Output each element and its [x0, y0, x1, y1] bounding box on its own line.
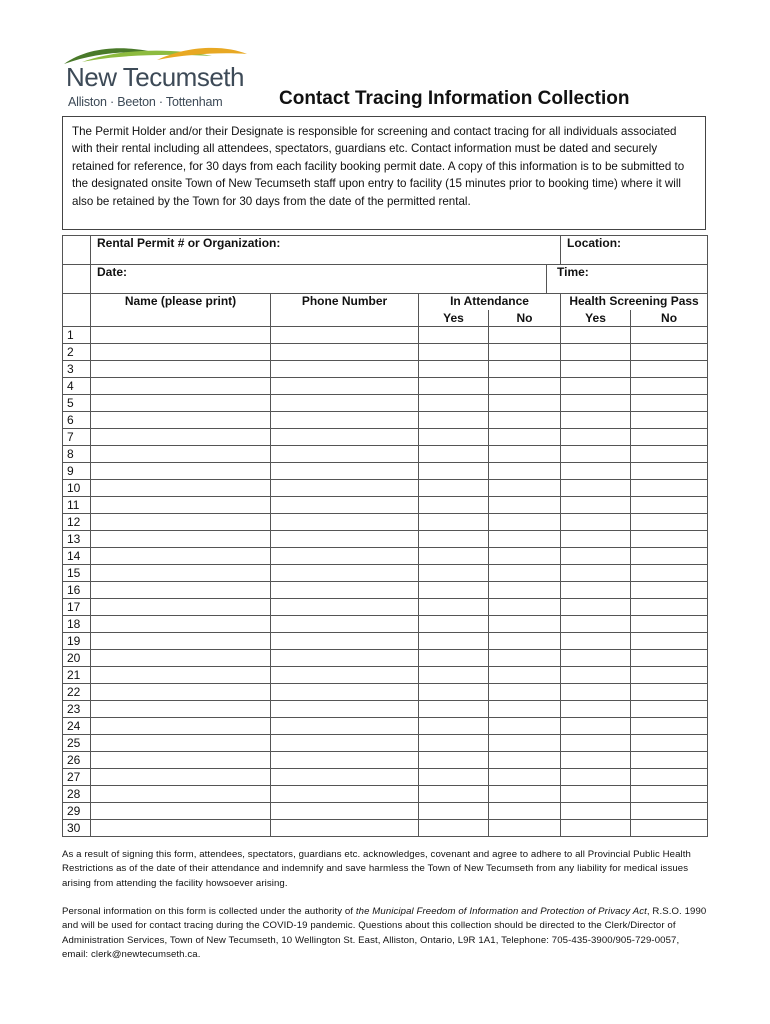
rental-permit-label: Rental Permit # or Organization:	[97, 236, 281, 250]
screening-yes-cell[interactable]	[561, 429, 631, 446]
row-number: 26	[63, 752, 91, 769]
screening-yes-cell[interactable]	[561, 378, 631, 395]
attendance-yes-cell[interactable]	[419, 803, 489, 820]
attendance-no-cell[interactable]	[489, 361, 561, 378]
col-screening-header: Health Screening Pass	[561, 294, 708, 311]
name-cell[interactable]	[91, 667, 271, 684]
screening-no-cell[interactable]	[631, 531, 708, 548]
screening-yes-cell[interactable]	[561, 769, 631, 786]
town-logo	[62, 42, 252, 114]
table-row	[63, 752, 708, 769]
attendance-no-cell[interactable]	[489, 378, 561, 395]
attendance-no-cell[interactable]	[489, 395, 561, 412]
attendance-no-cell[interactable]	[489, 684, 561, 701]
name-cell[interactable]	[91, 378, 271, 395]
row-number: 20	[63, 650, 91, 667]
row-number: 25	[63, 735, 91, 752]
col-attendance-header: In Attendance	[419, 294, 561, 311]
row-number: 5	[63, 395, 91, 412]
header-blank-cell	[63, 265, 91, 294]
name-cell[interactable]	[91, 752, 271, 769]
table-row	[63, 344, 708, 361]
attendance-yes-cell[interactable]	[419, 412, 489, 429]
attendance-yes-cell[interactable]	[419, 497, 489, 514]
screening-no-cell[interactable]	[631, 684, 708, 701]
screening-no-cell[interactable]	[631, 582, 708, 599]
row-number: 19	[63, 633, 91, 650]
phone-cell[interactable]	[271, 548, 419, 565]
screening-no-cell[interactable]	[631, 480, 708, 497]
name-cell[interactable]	[91, 616, 271, 633]
screening-no-cell[interactable]	[631, 565, 708, 582]
screening-no-cell[interactable]	[631, 633, 708, 650]
logo-subtitle: Alliston · Beeton · Tottenham	[68, 95, 223, 109]
table-row	[63, 565, 708, 582]
location-label: Location:	[567, 236, 622, 250]
privacy-act-name: the Municipal Freedom of Information and Protection of Privacy Act	[355, 906, 647, 917]
phone-cell[interactable]	[271, 327, 419, 344]
row-number: 14	[63, 548, 91, 565]
row-number: 6	[63, 412, 91, 429]
screening-no-cell[interactable]	[631, 344, 708, 361]
screening-no-cell[interactable]	[631, 497, 708, 514]
table-row	[63, 378, 708, 395]
phone-cell[interactable]	[271, 514, 419, 531]
attendance-no-cell[interactable]	[489, 565, 561, 582]
table-row	[63, 786, 708, 803]
row-number: 21	[63, 667, 91, 684]
row-number: 1	[63, 327, 91, 344]
name-cell[interactable]	[91, 633, 271, 650]
attendance-no-cell[interactable]	[489, 497, 561, 514]
phone-cell[interactable]	[271, 565, 419, 582]
table-row	[63, 497, 708, 514]
table-row	[63, 429, 708, 446]
attendance-no-cell[interactable]	[489, 803, 561, 820]
phone-cell[interactable]	[271, 446, 419, 463]
attendance-yes-cell[interactable]	[419, 344, 489, 361]
name-cell[interactable]	[91, 803, 271, 820]
row-number: 16	[63, 582, 91, 599]
contact-table	[62, 235, 708, 837]
attendance-no-cell[interactable]	[489, 650, 561, 667]
screening-yes-cell[interactable]	[561, 820, 631, 837]
row-number: 10	[63, 480, 91, 497]
phone-cell[interactable]	[271, 599, 419, 616]
attendance-yes-cell[interactable]	[419, 701, 489, 718]
name-cell[interactable]	[91, 412, 271, 429]
attendance-yes-cell[interactable]	[419, 735, 489, 752]
screening-no-cell[interactable]	[631, 718, 708, 735]
name-cell[interactable]	[91, 327, 271, 344]
row-number: 30	[63, 820, 91, 837]
row-number: 3	[63, 361, 91, 378]
name-cell[interactable]	[91, 344, 271, 361]
name-cell[interactable]	[91, 769, 271, 786]
phone-cell[interactable]	[271, 786, 419, 803]
attendance-yes-cell[interactable]	[419, 667, 489, 684]
attendance-no-cell[interactable]	[489, 820, 561, 837]
screening-yes-cell[interactable]	[561, 361, 631, 378]
phone-cell[interactable]	[271, 667, 419, 684]
name-cell[interactable]	[91, 480, 271, 497]
attendance-yes-cell[interactable]	[419, 718, 489, 735]
screening-no-cell[interactable]	[631, 616, 708, 633]
attendance-yes-cell[interactable]	[419, 395, 489, 412]
rental-permit-field[interactable]	[91, 236, 561, 265]
attendance-no-cell[interactable]	[489, 633, 561, 650]
name-cell[interactable]	[91, 582, 271, 599]
attendance-no-header: No	[489, 310, 561, 327]
page-title: Contact Tracing Information Collection	[279, 88, 630, 109]
screening-no-cell[interactable]	[631, 701, 708, 718]
screening-no-cell[interactable]	[631, 327, 708, 344]
phone-cell[interactable]	[271, 650, 419, 667]
phone-cell[interactable]	[271, 463, 419, 480]
phone-cell[interactable]	[271, 429, 419, 446]
row-number: 28	[63, 786, 91, 803]
row-number: 12	[63, 514, 91, 531]
name-cell[interactable]	[91, 650, 271, 667]
time-field[interactable]	[547, 265, 708, 294]
screening-yes-cell[interactable]	[561, 412, 631, 429]
screening-yes-cell[interactable]	[561, 514, 631, 531]
screening-yes-cell[interactable]	[561, 565, 631, 582]
screening-yes-cell[interactable]	[561, 582, 631, 599]
table-row	[63, 582, 708, 599]
screening-yes-cell[interactable]	[561, 735, 631, 752]
name-cell[interactable]	[91, 786, 271, 803]
attendance-no-cell[interactable]	[489, 786, 561, 803]
screening-yes-cell[interactable]	[561, 463, 631, 480]
screening-yes-cell[interactable]	[561, 446, 631, 463]
phone-cell[interactable]	[271, 769, 419, 786]
header-blank-cell	[63, 236, 91, 265]
screening-no-cell[interactable]	[631, 667, 708, 684]
attendance-no-cell[interactable]	[489, 429, 561, 446]
screening-yes-cell[interactable]	[561, 684, 631, 701]
attendance-no-cell[interactable]	[489, 514, 561, 531]
table-row	[63, 667, 708, 684]
screening-no-cell[interactable]	[631, 429, 708, 446]
row-number: 15	[63, 565, 91, 582]
table-row	[63, 650, 708, 667]
liability-notice: As a result of signing this form, attendees, spectators, guardians etc. acknowledges, covenant and agree to adhere to all Provincial Public Health Restrictions as of the date of their attendance and indemnify and save harmless the Town of New Tecumseth from any liability for medical issues arising from attending the facility howsoever arising.	[62, 849, 691, 889]
table-row	[63, 548, 708, 565]
screening-no-cell[interactable]	[631, 548, 708, 565]
phone-cell[interactable]	[271, 718, 419, 735]
table-row	[63, 412, 708, 429]
table-row	[63, 463, 708, 480]
table-row	[63, 701, 708, 718]
table-row	[63, 514, 708, 531]
attendance-yes-cell[interactable]	[419, 361, 489, 378]
attendance-no-cell[interactable]	[489, 412, 561, 429]
phone-cell[interactable]	[271, 735, 419, 752]
name-cell[interactable]	[91, 599, 271, 616]
phone-cell[interactable]	[271, 633, 419, 650]
name-cell[interactable]	[91, 429, 271, 446]
name-cell[interactable]	[91, 531, 271, 548]
name-cell[interactable]	[91, 684, 271, 701]
screening-no-cell[interactable]	[631, 769, 708, 786]
phone-cell[interactable]	[271, 480, 419, 497]
row-number: 13	[63, 531, 91, 548]
date-label: Date:	[97, 265, 128, 279]
screening-yes-cell[interactable]	[561, 599, 631, 616]
attendance-no-cell[interactable]	[489, 667, 561, 684]
attendance-yes-cell[interactable]	[419, 820, 489, 837]
screening-yes-cell[interactable]	[561, 616, 631, 633]
attendance-no-cell[interactable]	[489, 752, 561, 769]
attendance-yes-cell[interactable]	[419, 514, 489, 531]
privacy-text-end: , R.S.O. 1990 and will be used for contact tracing during the COVID-19 pandemic. Questions about this collection should be directed to the Clerk/Director of Administration Services, Town of New Tecumseth, 10 Wellington St. East, Alliston, Ontario, L9R 1A1, Telephone: 705-435-3900/905-729-0057, email: clerk@newtecumseth.ca.	[62, 906, 707, 961]
attendance-yes-cell[interactable]	[419, 565, 489, 582]
table-row	[63, 327, 708, 344]
phone-cell[interactable]	[271, 684, 419, 701]
attendance-yes-cell[interactable]	[419, 769, 489, 786]
screening-yes-cell[interactable]	[561, 395, 631, 412]
attendance-yes-cell[interactable]	[419, 616, 489, 633]
screening-no-cell[interactable]	[631, 395, 708, 412]
screening-no-cell[interactable]	[631, 735, 708, 752]
screening-yes-cell[interactable]	[561, 480, 631, 497]
screening-yes-cell[interactable]	[561, 803, 631, 820]
name-cell[interactable]	[91, 735, 271, 752]
name-cell[interactable]	[91, 820, 271, 837]
attendance-yes-cell[interactable]	[419, 786, 489, 803]
attendance-yes-cell[interactable]	[419, 684, 489, 701]
row-number: 23	[63, 701, 91, 718]
table-row	[63, 735, 708, 752]
screening-yes-cell[interactable]	[561, 786, 631, 803]
screening-no-cell[interactable]	[631, 820, 708, 837]
attendance-yes-cell[interactable]	[419, 531, 489, 548]
table-row	[63, 820, 708, 837]
screening-yes-cell[interactable]	[561, 650, 631, 667]
name-cell[interactable]	[91, 395, 271, 412]
logo-name: New Tecumseth	[66, 62, 244, 92]
name-cell[interactable]	[91, 514, 271, 531]
screening-no-header: No	[631, 310, 708, 327]
phone-cell[interactable]	[271, 752, 419, 769]
screening-yes-cell[interactable]	[561, 531, 631, 548]
table-row	[63, 616, 708, 633]
name-cell[interactable]	[91, 497, 271, 514]
privacy-text-start: Personal information on this form is collected under the authority of	[62, 906, 356, 917]
row-number: 27	[63, 769, 91, 786]
attendance-yes-cell[interactable]	[419, 378, 489, 395]
col-name-header: Name (please print)	[91, 294, 271, 327]
header-blank-cell	[63, 294, 91, 327]
attendance-yes-cell[interactable]	[419, 582, 489, 599]
screening-yes-cell[interactable]	[561, 344, 631, 361]
name-cell[interactable]	[91, 718, 271, 735]
phone-cell[interactable]	[271, 361, 419, 378]
screening-yes-cell[interactable]	[561, 633, 631, 650]
col-phone-header: Phone Number	[271, 294, 419, 327]
name-cell[interactable]	[91, 446, 271, 463]
phone-cell[interactable]	[271, 344, 419, 361]
location-field[interactable]	[561, 236, 708, 265]
row-number: 9	[63, 463, 91, 480]
attendance-yes-cell[interactable]	[419, 752, 489, 769]
privacy-notice	[62, 905, 708, 963]
table-row	[63, 684, 708, 701]
attendance-yes-cell[interactable]	[419, 480, 489, 497]
attendance-yes-cell[interactable]	[419, 463, 489, 480]
table-row	[63, 769, 708, 786]
attendance-no-cell[interactable]	[489, 446, 561, 463]
row-number: 22	[63, 684, 91, 701]
screening-no-cell[interactable]	[631, 463, 708, 480]
attendance-no-cell[interactable]	[489, 344, 561, 361]
table-row	[63, 718, 708, 735]
name-cell[interactable]	[91, 361, 271, 378]
row-number: 4	[63, 378, 91, 395]
phone-cell[interactable]	[271, 395, 419, 412]
screening-yes-cell[interactable]	[561, 497, 631, 514]
attendance-no-cell[interactable]	[489, 463, 561, 480]
attendance-yes-header: Yes	[419, 310, 489, 327]
screening-no-cell[interactable]	[631, 412, 708, 429]
screening-yes-header: Yes	[561, 310, 631, 327]
attendance-yes-cell[interactable]	[419, 548, 489, 565]
screening-no-cell[interactable]	[631, 599, 708, 616]
attendance-yes-cell[interactable]	[419, 429, 489, 446]
attendance-no-cell[interactable]	[489, 718, 561, 735]
attendance-no-cell[interactable]	[489, 769, 561, 786]
row-number: 29	[63, 803, 91, 820]
screening-yes-cell[interactable]	[561, 701, 631, 718]
attendance-no-cell[interactable]	[489, 616, 561, 633]
screening-yes-cell[interactable]	[561, 752, 631, 769]
phone-cell[interactable]	[271, 378, 419, 395]
row-number: 11	[63, 497, 91, 514]
entry-rows	[63, 327, 708, 837]
table-row	[63, 803, 708, 820]
screening-yes-cell[interactable]	[561, 718, 631, 735]
phone-cell[interactable]	[271, 701, 419, 718]
phone-cell[interactable]	[271, 531, 419, 548]
row-number: 8	[63, 446, 91, 463]
screening-no-cell[interactable]	[631, 786, 708, 803]
attendance-no-cell[interactable]	[489, 327, 561, 344]
screening-no-cell[interactable]	[631, 514, 708, 531]
table-row	[63, 633, 708, 650]
screening-no-cell[interactable]	[631, 378, 708, 395]
screening-no-cell[interactable]	[631, 361, 708, 378]
intro-box: The Permit Holder and/or their Designate is responsible for screening and contact tracing for all individuals associated with their rental including all attendees, spectators, guardians etc. Contact information must be dated and securely retained for reference, for 30 days from each facility booking permit date. A copy of this information is to be submitted to the designated onsite Town of New Tecumseth staff upon entry to facility (15 minutes prior to booking time) where it will also be retained by the Town for 30 days from the date of the permitted rental.	[62, 116, 706, 230]
attendance-no-cell[interactable]	[489, 582, 561, 599]
attendance-no-cell[interactable]	[489, 735, 561, 752]
attendance-yes-cell[interactable]	[419, 327, 489, 344]
row-number: 2	[63, 344, 91, 361]
row-number: 18	[63, 616, 91, 633]
phone-cell[interactable]	[271, 497, 419, 514]
name-cell[interactable]	[91, 548, 271, 565]
phone-cell[interactable]	[271, 803, 419, 820]
name-cell[interactable]	[91, 701, 271, 718]
attendance-no-cell[interactable]	[489, 701, 561, 718]
screening-no-cell[interactable]	[631, 650, 708, 667]
screening-no-cell[interactable]	[631, 803, 708, 820]
attendance-yes-cell[interactable]	[419, 446, 489, 463]
row-number: 7	[63, 429, 91, 446]
table-row	[63, 395, 708, 412]
attendance-no-cell[interactable]	[489, 480, 561, 497]
row-number: 24	[63, 718, 91, 735]
name-cell[interactable]	[91, 463, 271, 480]
phone-cell[interactable]	[271, 616, 419, 633]
screening-no-cell[interactable]	[631, 446, 708, 463]
attendance-no-cell[interactable]	[489, 599, 561, 616]
time-label: Time:	[557, 265, 589, 279]
name-cell[interactable]	[91, 565, 271, 582]
attendance-no-cell[interactable]	[489, 548, 561, 565]
screening-no-cell[interactable]	[631, 752, 708, 769]
table-row	[63, 599, 708, 616]
table-row	[63, 480, 708, 497]
table-row	[63, 446, 708, 463]
attendance-yes-cell[interactable]	[419, 650, 489, 667]
phone-cell[interactable]	[271, 412, 419, 429]
attendance-yes-cell[interactable]	[419, 633, 489, 650]
attendance-yes-cell[interactable]	[419, 599, 489, 616]
screening-yes-cell[interactable]	[561, 327, 631, 344]
attendance-no-cell[interactable]	[489, 531, 561, 548]
table-row	[63, 531, 708, 548]
phone-cell[interactable]	[271, 582, 419, 599]
table-row	[63, 361, 708, 378]
screening-yes-cell[interactable]	[561, 667, 631, 684]
date-field[interactable]	[91, 265, 547, 294]
screening-yes-cell[interactable]	[561, 548, 631, 565]
phone-cell[interactable]	[271, 820, 419, 837]
row-number: 17	[63, 599, 91, 616]
